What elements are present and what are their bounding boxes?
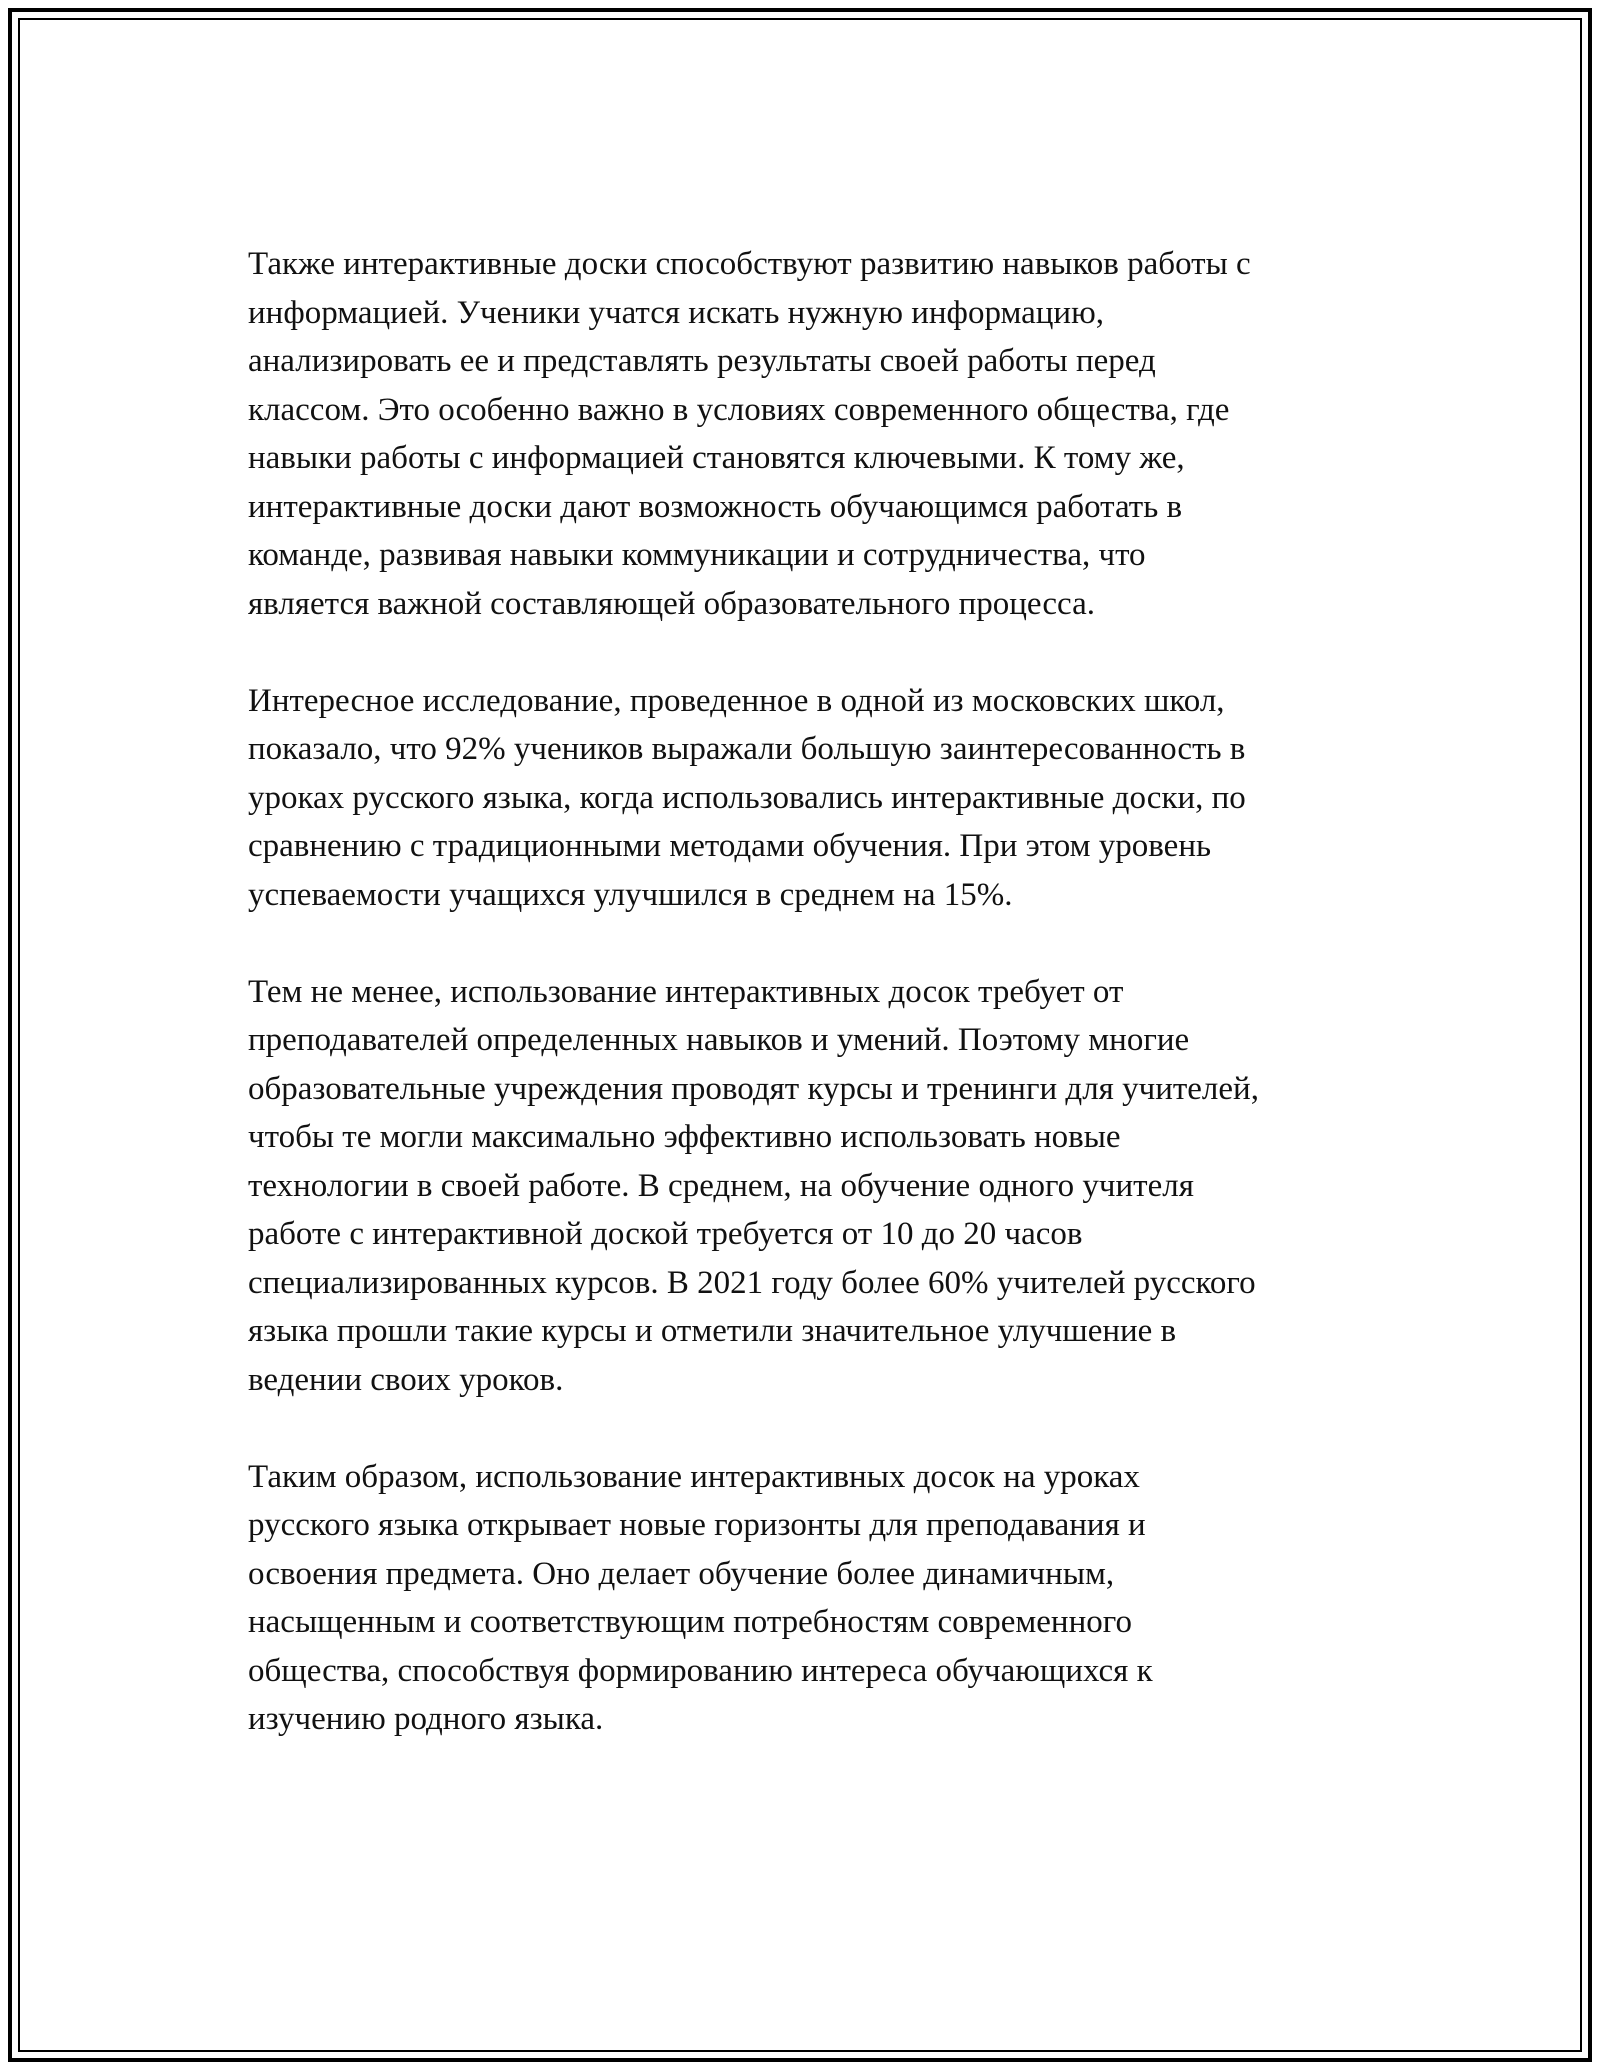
text-line: освоения предмета. Оно делает обучение более динамичным, [248,1555,1115,1592]
paragraph-4 [248,1453,1448,1744]
text-line: ведении своих уроков. [248,1361,564,1398]
text-line: изучению родного языка. [248,1701,604,1737]
text-line: успеваемости учащихся улучшился в среднем на 15%. [248,876,1013,913]
text-line: русского языка открывает новые горизонты для преподавания и [248,1507,1146,1543]
paragraph-3 [248,968,1448,1405]
text-line: навыки работы с информацией становятся ключевыми. К тому же, [248,440,1185,476]
text-line: образовательные учреждения проводят курсы и тренинги для учителей, [248,1070,1259,1107]
text-line: Таким образом, использование интерактивных досок на уроках [248,1458,1140,1495]
text-line: Также интерактивные доски способствуют развитию навыков работы с [248,246,1251,282]
document-body [248,240,1448,1792]
text-line: показало, что 92% учеников выражали большую заинтересованность в [248,731,1246,767]
text-line: специализированных курсов. В 2021 году более 60% учителей русского [248,1264,1256,1301]
text-line: сравнению с традиционными методами обучения. При этом уровень [248,828,1212,864]
text-line: языка прошли такие курсы и отметили значительное улучшение в [248,1313,1177,1349]
text-line: является важной составляющей образовательного процесса. [248,585,1095,622]
text-line: информацией. Ученики учатся искать нужную информацию, [248,294,1104,331]
text-line: анализировать ее и представлять результаты своей работы перед [248,343,1156,379]
text-line: интерактивные доски дают возможность обучающимся работать в [248,488,1183,525]
text-line: чтобы те могли максимально эффективно использовать новые [248,1119,1121,1155]
text-line: технологии в своей работе. В среднем, на обучение одного учителя [248,1167,1194,1204]
text-line: преподавателей определенных навыков и умений. Поэтому многие [248,1022,1190,1058]
page-frame [8,8,1592,2062]
paragraph-1 [248,240,1448,628]
text-line: классом. Это особенно важно в условиях современного общества, где [248,391,1230,428]
text-line: насыщенным и соответствующим потребностям современного [248,1604,1132,1640]
text-line: работе с интерактивной доской требуется от 10 до 20 часов [248,1216,1083,1252]
text-line: уроках русского языка, когда использовались интерактивные доски, по [248,779,1246,816]
text-line: Тем не менее, использование интерактивных досок требует от [248,973,1124,1010]
text-line: общества, способствуя формированию интереса обучающихся к [248,1652,1153,1689]
paragraph-2 [248,677,1448,920]
text-line: команде, развивая навыки коммуникации и сотрудничества, что [248,537,1146,573]
text-line: Интересное исследование, проведенное в одной из московских школ, [248,682,1225,719]
